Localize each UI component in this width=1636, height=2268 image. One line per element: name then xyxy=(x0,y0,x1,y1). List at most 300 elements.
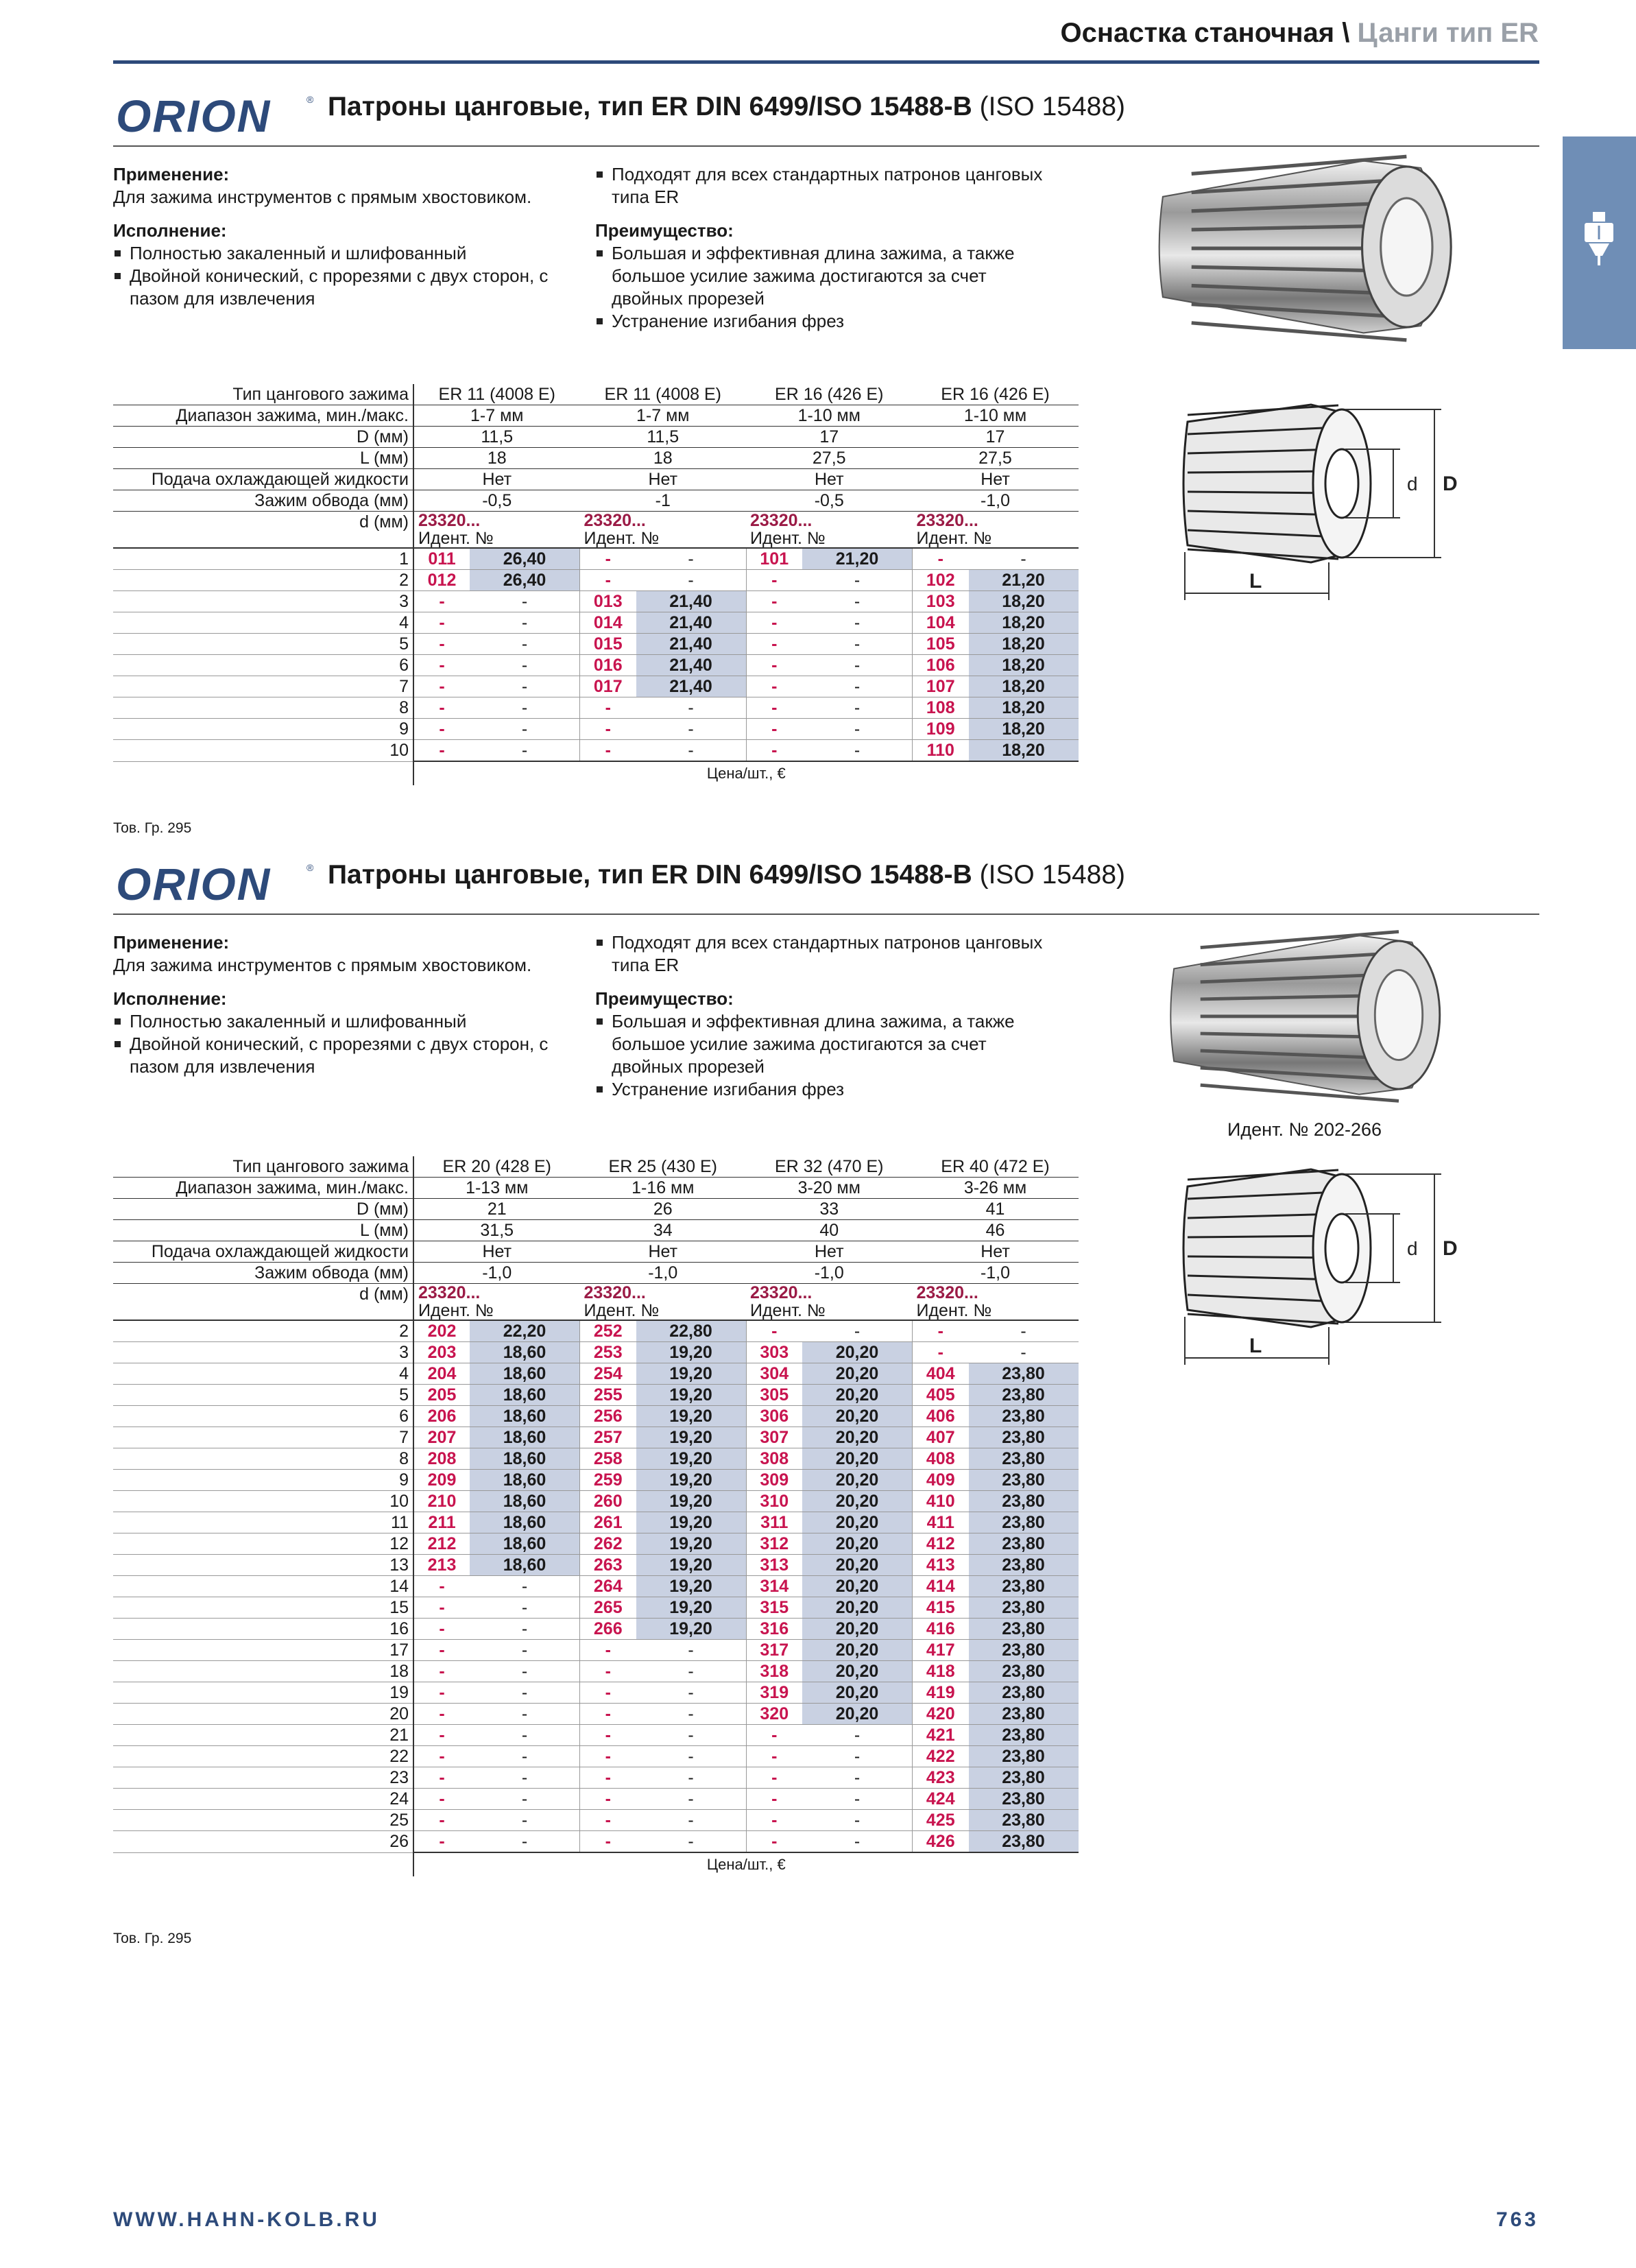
ident-code[interactable]: 419 xyxy=(913,1682,969,1704)
price: 20,20 xyxy=(802,1555,913,1576)
price: 21,20 xyxy=(802,548,913,570)
price: - xyxy=(802,612,913,634)
price: 18,20 xyxy=(969,591,1079,612)
price: 21,40 xyxy=(636,676,747,697)
ident-code[interactable]: 258 xyxy=(580,1448,636,1470)
technical-drawing xyxy=(1174,394,1462,624)
ident-code[interactable]: 304 xyxy=(746,1363,802,1385)
price: 19,20 xyxy=(636,1533,747,1555)
price: 19,20 xyxy=(636,1619,747,1640)
param-label: L (мм) xyxy=(113,1220,413,1241)
ident-code[interactable]: 414 xyxy=(913,1576,969,1597)
ident-code[interactable]: 252 xyxy=(580,1320,636,1342)
ident-code[interactable]: 210 xyxy=(413,1491,470,1512)
ident-code[interactable]: 109 xyxy=(913,719,969,740)
ident-code[interactable]: 312 xyxy=(746,1533,802,1555)
param-row xyxy=(113,1199,1079,1220)
execution-item: Двойной конический, с прорезями с двух сторон, с пазом для извлечения xyxy=(113,265,593,310)
d-value: 2 xyxy=(113,1320,413,1342)
table-row xyxy=(113,1725,1079,1746)
ident-code: - xyxy=(746,676,802,697)
d-value: 10 xyxy=(113,740,413,762)
price: 18,60 xyxy=(470,1512,580,1533)
price: 19,20 xyxy=(636,1406,747,1427)
ident-code[interactable]: 103 xyxy=(913,591,969,612)
price: 23,80 xyxy=(969,1427,1079,1448)
d-value: 9 xyxy=(113,719,413,740)
price-table xyxy=(113,384,1079,785)
page-number: 763 xyxy=(1495,2208,1539,2231)
ident-code[interactable]: 305 xyxy=(746,1385,802,1406)
d-value: 14 xyxy=(113,1576,413,1597)
ident-code[interactable]: 407 xyxy=(913,1427,969,1448)
chuck-icon xyxy=(1580,212,1617,267)
param-row xyxy=(113,1241,1079,1263)
ident-code: - xyxy=(413,1810,470,1831)
ident-code[interactable]: 211 xyxy=(413,1512,470,1533)
section-title xyxy=(328,860,1125,890)
param-label: Зажим обвода (мм) xyxy=(113,1263,413,1284)
param-value: 18 xyxy=(413,448,580,469)
ident-code[interactable]: 411 xyxy=(913,1512,969,1533)
ident-code[interactable]: 421 xyxy=(913,1725,969,1746)
section-title-main: Патроны цанговые, тип ER DIN 6499/ISO 15488-B xyxy=(328,860,972,890)
d-value: 18 xyxy=(113,1661,413,1682)
header-divider xyxy=(113,60,1539,64)
ident-code[interactable]: 213 xyxy=(413,1555,470,1576)
ident-code[interactable]: 318 xyxy=(746,1661,802,1682)
price: - xyxy=(470,719,580,740)
price: 23,80 xyxy=(969,1640,1079,1661)
price: 20,20 xyxy=(802,1342,913,1363)
ident-code[interactable]: 017 xyxy=(580,676,636,697)
price: - xyxy=(802,1725,913,1746)
price: 23,80 xyxy=(969,1448,1079,1470)
param-label: Зажим обвода (мм) xyxy=(113,490,413,512)
ident-code[interactable]: 315 xyxy=(746,1597,802,1619)
price: 19,20 xyxy=(636,1555,747,1576)
param-value: ER 11 (4008 E) xyxy=(580,384,747,405)
ident-label: Идент. № xyxy=(913,529,1079,548)
ident-code: - xyxy=(746,1767,802,1789)
ident-code: - xyxy=(746,697,802,719)
ident-code: - xyxy=(413,1576,470,1597)
footer-url[interactable]: WWW.HAHN-KOLB.RU xyxy=(113,2208,380,2231)
price: 20,20 xyxy=(802,1597,913,1619)
price-note: Цена/шт., € xyxy=(413,1852,1079,1876)
price: 23,80 xyxy=(969,1619,1079,1640)
base-number: 23320... xyxy=(418,1283,481,1302)
ident-code: - xyxy=(580,1682,636,1704)
price: 23,80 xyxy=(969,1512,1079,1533)
ident-label: Идент. № xyxy=(580,1302,747,1320)
ident-code: - xyxy=(580,1767,636,1789)
table-row xyxy=(113,1470,1079,1491)
price: - xyxy=(802,655,913,676)
advantage-item: Большая и эффективная длина зажима, а также большое усилие зажима достигаются за счет двойных прорезей xyxy=(595,242,1061,310)
ident-code: - xyxy=(413,1640,470,1661)
dim-D-label: D xyxy=(1443,473,1458,495)
ident-code[interactable]: 311 xyxy=(746,1512,802,1533)
param-value: Нет xyxy=(413,469,580,490)
table-row xyxy=(113,676,1079,697)
ident-code[interactable]: 266 xyxy=(580,1619,636,1640)
ident-code[interactable]: 406 xyxy=(913,1406,969,1427)
price: - xyxy=(969,548,1079,570)
ident-label: Идент. № xyxy=(413,1302,580,1320)
param-value: ER 40 (472 E) xyxy=(913,1156,1079,1178)
ident-code[interactable]: 259 xyxy=(580,1470,636,1491)
dim-L-label: L xyxy=(1249,1335,1262,1357)
table-row xyxy=(113,1810,1079,1831)
table-row xyxy=(113,1385,1079,1406)
ident-code: - xyxy=(746,1810,802,1831)
price: 22,80 xyxy=(636,1320,747,1342)
ident-code[interactable]: 265 xyxy=(580,1597,636,1619)
ident-code[interactable]: 410 xyxy=(913,1491,969,1512)
param-value: -1,0 xyxy=(413,1263,580,1284)
ident-code[interactable]: 104 xyxy=(913,612,969,634)
price: - xyxy=(636,719,747,740)
ident-code[interactable]: 209 xyxy=(413,1470,470,1491)
side-tab[interactable] xyxy=(1563,136,1636,349)
ident-code[interactable]: 413 xyxy=(913,1555,969,1576)
param-value: 46 xyxy=(913,1220,1079,1241)
ident-code[interactable]: 212 xyxy=(413,1533,470,1555)
price: 20,20 xyxy=(802,1512,913,1533)
ident-code[interactable]: 207 xyxy=(413,1427,470,1448)
ident-label: Идент. № xyxy=(746,1302,913,1320)
ident-code[interactable]: 408 xyxy=(913,1448,969,1470)
price: 19,20 xyxy=(636,1491,747,1512)
svg-text:®: ® xyxy=(306,862,314,873)
ident-code: - xyxy=(580,1746,636,1767)
ident-code[interactable]: 418 xyxy=(913,1661,969,1682)
price: 20,20 xyxy=(802,1385,913,1406)
price: - xyxy=(636,1661,747,1682)
param-value: 27,5 xyxy=(913,448,1079,469)
ident-code[interactable]: 314 xyxy=(746,1576,802,1597)
price: 18,60 xyxy=(470,1533,580,1555)
price: - xyxy=(636,1789,747,1810)
param-value: 26 xyxy=(580,1199,747,1220)
price: 20,20 xyxy=(802,1704,913,1725)
ident-code: - xyxy=(413,1682,470,1704)
price: - xyxy=(802,719,913,740)
ident-code: - xyxy=(413,719,470,740)
ident-code[interactable]: 101 xyxy=(746,548,802,570)
ident-code[interactable]: 203 xyxy=(413,1342,470,1363)
ident-code[interactable]: 307 xyxy=(746,1427,802,1448)
param-value: Нет xyxy=(913,1241,1079,1263)
product-section xyxy=(0,857,1636,1099)
param-row xyxy=(113,405,1079,427)
table-row xyxy=(113,1597,1079,1619)
d-value: 25 xyxy=(113,1810,413,1831)
ident-code: - xyxy=(413,612,470,634)
application-block xyxy=(113,163,593,310)
ident-code: - xyxy=(580,1789,636,1810)
param-value: Нет xyxy=(913,469,1079,490)
d-value: 13 xyxy=(113,1555,413,1576)
ident-code[interactable]: 317 xyxy=(746,1640,802,1661)
price: 20,20 xyxy=(802,1533,913,1555)
price: - xyxy=(470,612,580,634)
ident-code[interactable]: 105 xyxy=(913,634,969,655)
ident-code[interactable]: 313 xyxy=(746,1555,802,1576)
price: 18,60 xyxy=(470,1363,580,1385)
price: - xyxy=(636,1640,747,1661)
price: - xyxy=(969,1320,1079,1342)
price: - xyxy=(470,1619,580,1640)
ident-code[interactable]: 404 xyxy=(913,1363,969,1385)
price-note-row xyxy=(113,761,1079,785)
ident-code[interactable]: 253 xyxy=(580,1342,636,1363)
price: - xyxy=(802,1767,913,1789)
table-row xyxy=(113,1746,1079,1767)
ident-code[interactable]: 416 xyxy=(913,1619,969,1640)
d-value: 15 xyxy=(113,1597,413,1619)
ident-code[interactable]: 257 xyxy=(580,1427,636,1448)
ident-code[interactable]: 409 xyxy=(913,1470,969,1491)
ident-code: - xyxy=(413,1789,470,1810)
ident-label: Идент. № xyxy=(413,529,580,548)
param-row xyxy=(113,384,1079,405)
param-value: -1,0 xyxy=(913,490,1079,512)
d-value: 5 xyxy=(113,1385,413,1406)
price: 21,20 xyxy=(969,570,1079,591)
price: - xyxy=(470,1661,580,1682)
d-value: 7 xyxy=(113,676,413,697)
ident-code[interactable]: 254 xyxy=(580,1363,636,1385)
table-row xyxy=(113,1704,1079,1725)
section-title-suffix: (ISO 15488) xyxy=(972,92,1126,121)
ident-code[interactable]: 262 xyxy=(580,1533,636,1555)
d-value: 3 xyxy=(113,591,413,612)
price: - xyxy=(802,740,913,762)
price: - xyxy=(636,1725,747,1746)
ident-code[interactable]: 263 xyxy=(580,1555,636,1576)
table-row xyxy=(113,1491,1079,1512)
table-row xyxy=(113,591,1079,612)
ident-code[interactable]: 012 xyxy=(413,570,470,591)
section-title xyxy=(328,92,1125,122)
ident-code[interactable]: 303 xyxy=(746,1342,802,1363)
ident-code[interactable]: 260 xyxy=(580,1491,636,1512)
ident-code: - xyxy=(413,1619,470,1640)
ident-code[interactable]: 424 xyxy=(913,1789,969,1810)
ident-code[interactable]: 415 xyxy=(913,1597,969,1619)
ident-code[interactable]: 255 xyxy=(580,1385,636,1406)
page-header xyxy=(1061,18,1539,49)
price: - xyxy=(802,1789,913,1810)
ident-code[interactable]: 102 xyxy=(913,570,969,591)
advantage-item: Большая и эффективная длина зажима, а также большое усилие зажима достигаются за счет двойных прорезей xyxy=(595,1010,1061,1078)
param-value: 1-10 мм xyxy=(746,405,913,427)
base-number: 23320... xyxy=(584,1283,646,1302)
d-value: 12 xyxy=(113,1533,413,1555)
param-label: Диапазон зажима, мин./макс. xyxy=(113,1178,413,1199)
price: 18,60 xyxy=(470,1555,580,1576)
param-value: ER 16 (426 E) xyxy=(913,384,1079,405)
param-value: 21 xyxy=(413,1199,580,1220)
price: - xyxy=(636,1704,747,1725)
execution-heading: Исполнение: xyxy=(113,220,227,241)
price: - xyxy=(470,1789,580,1810)
ident-code[interactable]: 420 xyxy=(913,1704,969,1725)
ident-code: - xyxy=(580,740,636,762)
ident-code[interactable]: 426 xyxy=(913,1831,969,1853)
ident-code[interactable]: 264 xyxy=(580,1576,636,1597)
price: 19,20 xyxy=(636,1385,747,1406)
param-row xyxy=(113,1178,1079,1199)
table-row xyxy=(113,740,1079,762)
price: 26,40 xyxy=(470,570,580,591)
price: 21,40 xyxy=(636,655,747,676)
ident-code[interactable]: 310 xyxy=(746,1491,802,1512)
param-value: 1-7 мм xyxy=(580,405,747,427)
price: 23,80 xyxy=(969,1661,1079,1682)
table-row xyxy=(113,1576,1079,1597)
table-row xyxy=(113,1512,1079,1533)
ident-code: - xyxy=(746,719,802,740)
table-row xyxy=(113,1661,1079,1682)
ident-label: Идент. № xyxy=(580,529,747,548)
application-text: Для зажима инструментов с прямым хвостовиком. xyxy=(113,955,532,975)
ident-code[interactable]: 206 xyxy=(413,1406,470,1427)
price: - xyxy=(636,1682,747,1704)
param-label: L (мм) xyxy=(113,448,413,469)
price: 23,80 xyxy=(969,1682,1079,1704)
ident-code[interactable]: 256 xyxy=(580,1406,636,1427)
base-row xyxy=(113,512,1079,530)
price: 19,20 xyxy=(636,1470,747,1491)
price: 20,20 xyxy=(802,1619,913,1640)
ident-code[interactable]: 417 xyxy=(913,1640,969,1661)
d-value: 4 xyxy=(113,612,413,634)
price: - xyxy=(802,1831,913,1853)
ident-code: - xyxy=(580,1661,636,1682)
ident-code[interactable]: 316 xyxy=(746,1619,802,1640)
ident-code[interactable]: 319 xyxy=(746,1682,802,1704)
d-value: 26 xyxy=(113,1831,413,1853)
price: 18,60 xyxy=(470,1385,580,1406)
table-row xyxy=(113,548,1079,570)
param-label: D (мм) xyxy=(113,427,413,448)
price: 23,80 xyxy=(969,1491,1079,1512)
price: 19,20 xyxy=(636,1427,747,1448)
ident-code[interactable]: 205 xyxy=(413,1385,470,1406)
param-label: D (мм) xyxy=(113,1199,413,1220)
ident-code[interactable]: 309 xyxy=(746,1470,802,1491)
ident-caption: Идент. № 202-266 xyxy=(1227,1119,1382,1140)
param-label: Подача охлаждающей жидкости xyxy=(113,1241,413,1263)
d-value: 4 xyxy=(113,1363,413,1385)
ident-code[interactable]: 016 xyxy=(580,655,636,676)
ident-code[interactable]: 306 xyxy=(746,1406,802,1427)
price: - xyxy=(636,1767,747,1789)
ident-code[interactable]: 208 xyxy=(413,1448,470,1470)
ident-code[interactable]: 425 xyxy=(913,1810,969,1831)
ident-code[interactable]: 014 xyxy=(580,612,636,634)
advantage-block xyxy=(595,931,1061,1101)
ident-code[interactable]: 308 xyxy=(746,1448,802,1470)
price: 18,20 xyxy=(969,634,1079,655)
ident-code: - xyxy=(746,591,802,612)
price: - xyxy=(636,1831,747,1853)
price: 26,40 xyxy=(470,548,580,570)
header-separator: \ xyxy=(1334,18,1358,48)
param-value: 11,5 xyxy=(580,427,747,448)
ident-code: - xyxy=(913,1320,969,1342)
ident-code: - xyxy=(746,570,802,591)
param-value: 34 xyxy=(580,1220,747,1241)
price: 21,40 xyxy=(636,591,747,612)
section-divider xyxy=(113,914,1539,915)
price: - xyxy=(470,676,580,697)
ident-code: - xyxy=(580,1704,636,1725)
table-row xyxy=(113,1619,1079,1640)
ident-code[interactable]: 202 xyxy=(413,1320,470,1342)
ident-code[interactable]: 204 xyxy=(413,1363,470,1385)
ident-code[interactable]: 013 xyxy=(580,591,636,612)
price: - xyxy=(636,697,747,719)
fits-item: Подходят для всех стандартных патронов цанговых типа ER xyxy=(595,931,1061,977)
application-block xyxy=(113,931,593,1078)
ident-code[interactable]: 107 xyxy=(913,676,969,697)
ident-code: - xyxy=(913,1342,969,1363)
price: 20,20 xyxy=(802,1491,913,1512)
ident-code: - xyxy=(580,1725,636,1746)
price: 21,40 xyxy=(636,612,747,634)
ident-code[interactable]: 412 xyxy=(913,1533,969,1555)
table-row xyxy=(113,1363,1079,1385)
param-row xyxy=(113,490,1079,512)
table-row xyxy=(113,1555,1079,1576)
price: - xyxy=(470,740,580,762)
price: 20,20 xyxy=(802,1448,913,1470)
price: - xyxy=(636,1746,747,1767)
price: - xyxy=(470,697,580,719)
param-value: Нет xyxy=(580,1241,747,1263)
base-number: 23320... xyxy=(584,511,646,529)
price: - xyxy=(636,548,747,570)
table-row xyxy=(113,570,1079,591)
table-row xyxy=(113,1342,1079,1363)
ident-code[interactable]: 106 xyxy=(913,655,969,676)
param-value: Нет xyxy=(746,1241,913,1263)
param-value: ER 20 (428 E) xyxy=(413,1156,580,1178)
ident-code[interactable]: 422 xyxy=(913,1746,969,1767)
ident-code[interactable]: 320 xyxy=(746,1704,802,1725)
price: - xyxy=(636,740,747,762)
param-value: ER 25 (430 E) xyxy=(580,1156,747,1178)
ident-code[interactable]: 261 xyxy=(580,1512,636,1533)
ident-code[interactable]: 108 xyxy=(913,697,969,719)
ident-code[interactable]: 423 xyxy=(913,1767,969,1789)
price: 20,20 xyxy=(802,1576,913,1597)
param-value: 3-26 мм xyxy=(913,1178,1079,1199)
ident-code[interactable]: 015 xyxy=(580,634,636,655)
application-text: Для зажима инструментов с прямым хвостовиком. xyxy=(113,187,532,207)
ident-code[interactable]: 011 xyxy=(413,548,470,570)
ident-code[interactable]: 405 xyxy=(913,1385,969,1406)
ident-code[interactable]: 110 xyxy=(913,740,969,762)
param-label: Подача охлаждающей жидкости xyxy=(113,469,413,490)
ident-code: - xyxy=(746,634,802,655)
svg-text:ORION: ORION xyxy=(116,91,272,141)
table-row xyxy=(113,655,1079,676)
